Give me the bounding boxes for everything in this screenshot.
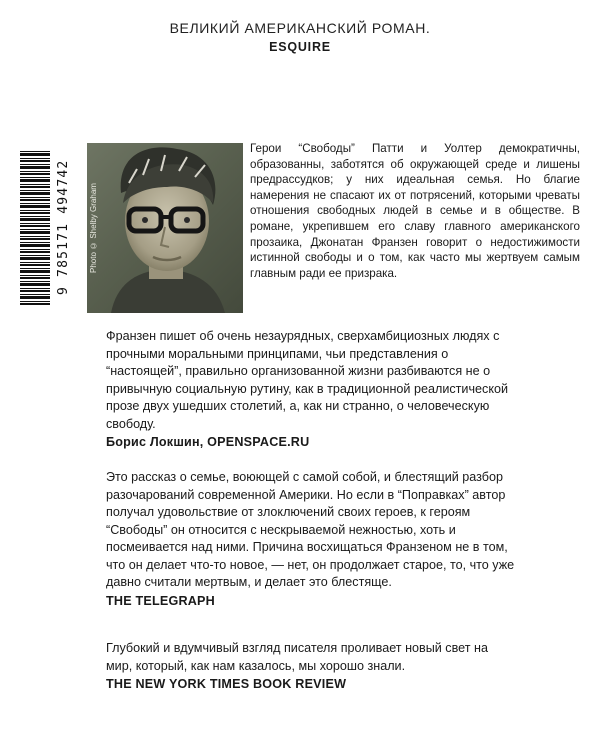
review-1: [106, 328, 516, 452]
review-2: [106, 469, 516, 610]
review-3: [106, 640, 516, 694]
author-photo: [87, 143, 243, 313]
review-attribution: Борис Локшин, OPENSPACE.RU: [106, 435, 310, 449]
review-attribution: THE NEW YORK TIMES BOOK REVIEW: [106, 677, 347, 691]
header-quote: ВЕЛИКИЙ АМЕРИКАНСКИЙ РОМАН.: [169, 20, 431, 36]
header-source: ESQUIRE: [269, 40, 331, 54]
book-description: Герои “Свободы” Патти и Уолтер демократичны, образованны, заботятся об окружающей среде и лишены предрассудков; у них идеальная семья. Но благие намерения не спасают их от потрясений, которыми чреваты отношения свободных людей в семье и в обществе. В романе, укрепившем его славу главного американского прозаика, Джонатан Франзен говорит о недостижимости истинной свободы и о том, как часто мы жертвуем самым главным ради ее призрака.: [250, 142, 580, 280]
review-attribution: THE TELEGRAPH: [106, 593, 215, 608]
review-text: Глубокий и вдумчивый взгляд писателя проливает новый свет на мир, который, как нам казалось, мы хорошо знали.: [106, 641, 488, 673]
review-text: Франзен пишет об очень незаурядных, сверхамбициозных людях с прочными моральными принципами, чьи представления о “настоящей”, правильно организованной жизни разбиваются не о привычную социальную рутину, как в традиционной реалистической прозе двух ушедших столетий, а, как ни странно, о человеческую свободу.: [106, 329, 509, 431]
photo-credit: Photo © Shelby Graham: [89, 183, 98, 273]
isbn-number: 9 785171 494742: [56, 159, 71, 296]
author-portrait-image: [87, 143, 243, 313]
review-text: Это рассказ о семье, воюющей с самой собой, и блестящий разбор разочарований современной Америки. Но если в “Поправках” автор получал удовольствие от злоключений своих героев, к героям “Свободы” он относится с нескрываемой нежностью, хоть и посмеивается над ними. Причина восхищаться Франзеном не в том, что он делает что-то новое, — нет, он продолжает старое, то, что уже давно считали мертвым, и делает это блестяще.: [106, 470, 515, 589]
header-quote-block: [0, 20, 600, 54]
barcode: [20, 150, 50, 305]
